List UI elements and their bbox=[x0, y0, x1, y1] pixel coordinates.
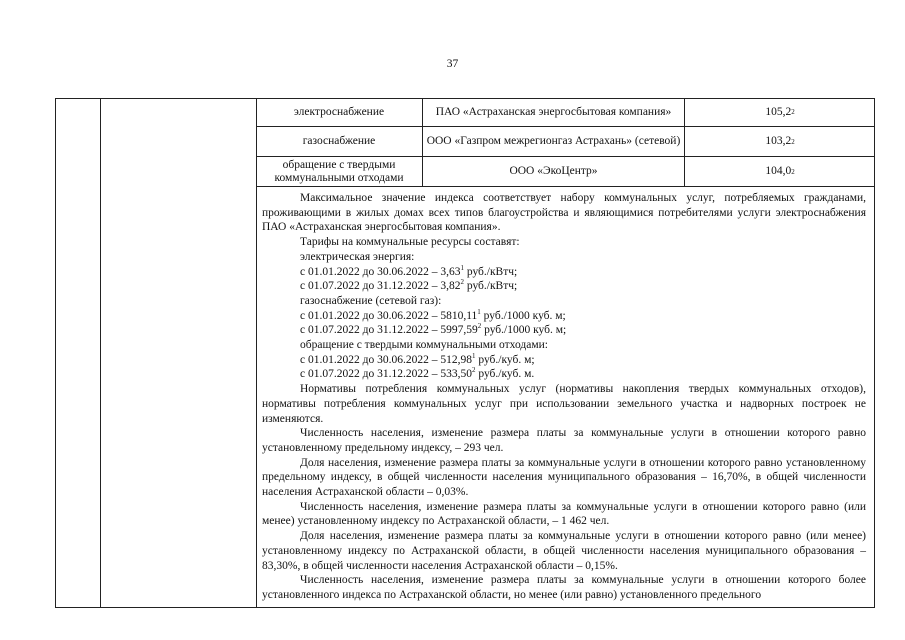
page-number: 37 bbox=[446, 58, 459, 70]
provider-name: ООО «ЭкоЦентр» bbox=[422, 157, 684, 186]
electricity-heading: электрическая энергия: bbox=[300, 250, 415, 263]
index-value: 103,2 2 bbox=[684, 127, 875, 156]
paragraph-share-equal: Доля населения, изменение размера платы за коммунальные услуги в отношении которого равно установленному предельному индексу, в общей численности населения муниципального образования – 16,70%, в общей численности населения Астраханской области – 0,03%. bbox=[262, 456, 866, 499]
waste-heading: обращение с твердыми коммунальными отходами: bbox=[300, 339, 548, 352]
body-text bbox=[262, 191, 866, 603]
tariff-row-electricity bbox=[256, 98, 875, 127]
waste-tariff-h1: с 01.01.2022 до 30.06.2022 – 512,98$^1$ руб./куб. м; bbox=[300, 351, 535, 366]
index-value: 105,2 2 bbox=[684, 98, 875, 126]
service-name: газоснабжение bbox=[302, 135, 376, 147]
provider-name: ПАО «Астраханская энергосбытовая компания» bbox=[422, 98, 684, 126]
paragraph-population-less: Численность населения, изменение размера платы за коммунальные услуги в отношении которого равно (или менее) установленному индексу по Астраханской области, – 1 462 чел. bbox=[262, 500, 866, 528]
tariff-row-gas bbox=[256, 127, 875, 157]
service-name: электроснабжение bbox=[293, 105, 385, 118]
electricity-tariff-h1: с 01.01.2022 до 30.06.2022 – 3,63$^1$ руб./кВтч; bbox=[300, 263, 518, 278]
paragraph-max-index: Максимальное значение индекса соответствует набору коммунальных услуг, потребляемых гражданами, проживающими в жилых домах всех типов благоустройства и являющимися потребителями услуги электроснабжения ПАО «Астраханская энергосбытовая компания». bbox=[262, 192, 866, 234]
gas-heading: газоснабжение (сетевой газ): bbox=[300, 294, 442, 307]
paragraph-norms: Нормативы потребления коммунальных услуг (нормативы накопления твердых коммунальных отходов), нормативы потребления коммунальных услуг при использовании земельного участка и надворных построек не изменяются. bbox=[262, 383, 866, 425]
paragraph-population-more: Численность населения, изменение размера платы за коммунальные услуги в отношении которого более установленного индекса по Астраханской области, но менее (или равно) установленного предельного bbox=[262, 574, 866, 601]
gas-tariff-h2: с 01.07.2022 до 31.12.2022 – 5997,59$^2$ руб./1000 куб. м; bbox=[300, 322, 567, 337]
tariffs-intro: Тарифы на коммунальные ресурсы составят: bbox=[300, 236, 520, 249]
provider-name: ООО «Газпром межрегионгаз Астрахань» (сетевой) bbox=[422, 127, 684, 156]
electricity-tariff-h2: с 01.07.2022 до 31.12.2022 – 3,82$^2$ руб./кВтч; bbox=[300, 278, 518, 293]
service-name: обращение с твердыми коммунальными отходами bbox=[274, 158, 404, 184]
paragraph-share-less: Доля населения, изменение размера платы за коммунальные услуги в отношении которого равно (или менее) установленному индексу по Астраханской области, в общей численности населения муниципального образования – 83,30%, в общей численности населения Астраханской области – 0,15%. bbox=[262, 530, 866, 572]
index-value: 104,0 2 bbox=[684, 157, 875, 186]
tariff-row-waste bbox=[256, 157, 875, 187]
waste-tariff-h2: с 01.07.2022 до 31.12.2022 – 533,50$^2$ руб./куб. м. bbox=[300, 366, 535, 381]
column-divider-1 bbox=[100, 98, 101, 608]
paragraph-population-equal: Численность населения, изменение размера платы за коммунальные услуги в отношении которого равно установленному предельному индексу, – 293 чел. bbox=[262, 427, 866, 454]
gas-tariff-h1: с 01.01.2022 до 30.06.2022 – 5810,11$^1$ руб./1000 куб. м; bbox=[300, 307, 566, 322]
